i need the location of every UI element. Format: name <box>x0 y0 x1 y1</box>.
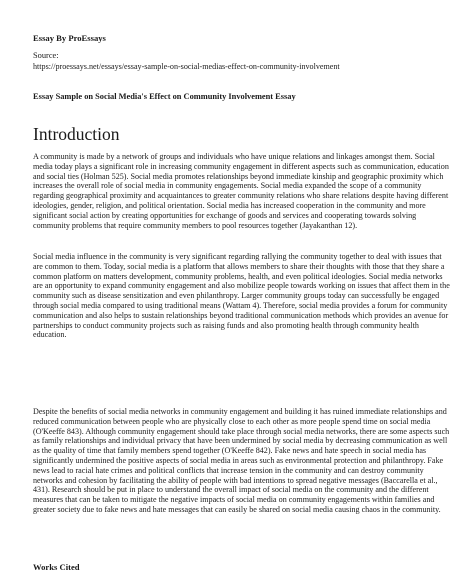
works-cited-heading: Works Cited <box>33 562 80 572</box>
body-paragraph-1: A community is made by a network of groups and individuals who have unique relations and linkages amongst them. Social media today plays a significant role in increasing community engagement in different aspects such as communication, education and social ties (Holman 525). Social media promotes relationships beyond immediate kinship and geographic proximity which increases the overall role of social media in community engagements. Social media expanded the scope of a community regarding geographical proximity and acquaintances to greater community relations who share relations despite having different ideologies, gender, religion, and political orientation. Social media has increased cooperation in the community and more significant social action by creating opportunities for exchange of goods and services and cooperating towards solving community problems that require community members to pool resources together (Jayakanthan 12). <box>33 152 449 230</box>
essay-title: Essay Sample on Social Media's Effect on Community Involvement Essay <box>33 92 296 101</box>
section-heading-introduction: Introduction <box>33 124 120 144</box>
source-url: https://proessays.net/essays/essay-sample-on-social-medias-effect-on-community-involvement <box>33 62 340 71</box>
body-paragraph-3: Despite the benefits of social media networks in community engagement and building it has ruined immediate relationships and reduced communication between people who are physically close to each other as more people spend time on social media (O'Keeffe 843). Although community engagement should take place through social media networks, there are some aspects such as family relationships and individual privacy that have been undermined by social media by decreasing communication as well as the quality of time that family members spend together (O'Keeffe 842). Fake news and hate speech in social media has significantly undermined the positive aspects of social media in areas such as environmental protection and philanthropy. Fake news lead to racial hate crimes and political conflicts that increase tension in the community and can destroy community networks and cohesion by facilitating the ability of people with bad intentions to spread negative messages (Baccarella et al., 431). Research should be put in place to understand the overall impact of social media on the community and the different measures that can be taken to mitigate the negative impacts of social media on community engagements within families and greater society due to fake news and hate messages that can easily be shared on social media causing chaos in the community. <box>33 407 450 514</box>
source-label: Source: <box>33 51 59 60</box>
document-header-title: Essay By ProEssays <box>33 33 106 43</box>
body-paragraph-2: Social media influence in the community is very significant regarding rallying the community together to deal with issues that are common to them. Today, social media is a platform that allows members to share their thoughts with those that they share a common platform on matters development, community problems, health, and even political ideologies. Social media networks are an opportunity to expand community engagement and also mobilize people towards working on issues that affect them in the community such as disease sensitization and even philanthropy. Larger community groups today can successfully be engaged through social media compared to using traditional means (Wattam 4). Therefore, social media provides a forum for community communication and also helps to sustain relationships beyond traditional communication methods which provides an avenue for partnerships to conduct community projects such as raising funds and also promoting health through community health education. <box>33 252 450 340</box>
